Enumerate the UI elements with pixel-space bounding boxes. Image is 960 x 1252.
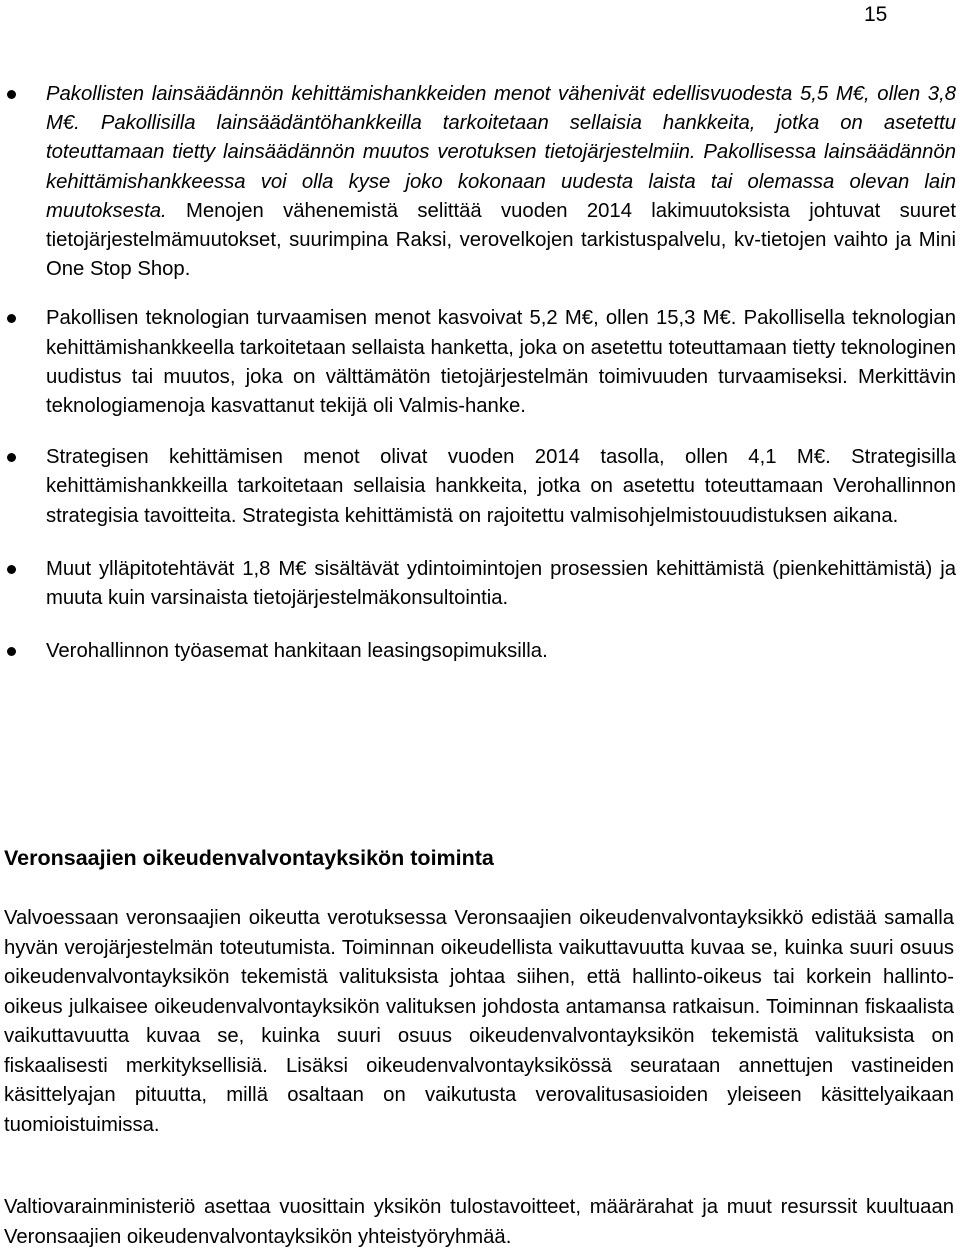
section-heading: Veronsaajien oikeudenvalvontayksikön toiminta <box>4 846 494 870</box>
bullet-item-maintenance <box>0 555 956 613</box>
bullet-text: Pakollisen teknologian turvaamisen menot kasvoivat 5,2 M€, ollen 15,3 M€. Pakollisella teknologian kehittämishankkeella tarkoitetaan sellaista hanketta, joka on asetettu toteuttamaan tietty teknologinen uudistus tai muutos, joka on välttämätön tietojärjestelmän toimivuuden turvaamiseksi. Merkittävin teknologiamenoja kasvattanut tekijä oli Valmis-hanke. <box>46 307 956 418</box>
bullet-item-technology <box>0 304 956 421</box>
bullet-dot-icon <box>7 453 16 462</box>
section-paragraph-1: Valvoessaan veronsaajien oikeutta verotuksessa Veronsaajien oikeudenvalvontayksikkö edistää samalla hyvän verojärjestelmän toteutumista. Toiminnan oikeudellista vaikuttavuutta kuvaa se, kuinka suuri osuus oikeudenvalvontayksikön tekemistä valituksista johtaa siihen, että hallinto-oikeus tai korkein hallinto-oikeus julkaisee oikeudenvalvontayksikön valituksen johdosta antamansa ratkaisun. Toiminnan fiskaalista vaikuttavuutta kuvaa se, kuinka suuri osuus oikeudenvalvontayksikön tekemistä valituksista on fiskaalisesti merkityksellisiä. Lisäksi oikeudenvalvontayksikössä seurataan annettujen vastineiden käsittelyajan pituutta, millä osaltaan on vaikutusta verovalitusasioiden yleiseen käsittelyaikaan tuomioistuimissa. <box>4 907 954 1136</box>
bullet-item-workstations <box>0 637 956 666</box>
bullet-dot-icon <box>7 314 16 323</box>
bullet-normal-text: Menojen vähenemistä selittää vuoden 2014 lakimuutoksista johtuvat suuret tietojärjestelmämuutokset, suurimpina Raksi, verovelkojen tarkistuspalvelu, kv-tietojen vaihto ja Mini One Stop Shop. <box>46 199 956 281</box>
bullet-text: Muut ylläpitotehtävät 1,8 M€ sisältävät ydintoimintojen prosessien kehittämistä (pienkehittämistä) ja muuta kuin varsinaista tietojärjestelmäkonsultointia. <box>46 557 956 610</box>
bullet-text: Strategisen kehittämisen menot olivat vuoden 2014 tasolla, ollen 4,1 M€. Strategisilla kehittämishankkeilla tarkoitetaan sellaisia hankkeita, jotka on asetettu toteuttamaan Verohallinnon strategisia tavoitteita. Strategista kehittämistä on rajoitettu valmisohjelmistouudistuksen aikana. <box>46 446 956 527</box>
bullet-text <box>46 80 956 284</box>
section-paragraph-2: Valtiovarainministeriö asettaa vuosittain yksikön tulostavoitteet, määrärahat ja muut resurssit kuultuaan Veronsaajien oikeudenvalvontayksikön yhteistyöryhmää. <box>4 1196 954 1248</box>
bullet-dot-icon <box>7 565 16 574</box>
bullet-list <box>0 80 960 684</box>
page-number: 15 <box>864 3 888 26</box>
bullet-dot-icon <box>7 90 16 99</box>
bullet-item-legislation <box>0 80 956 284</box>
bullet-text: Verohallinnon työasemat hankitaan leasingsopimuksilla. <box>46 640 548 663</box>
bullet-dot-icon <box>7 647 16 656</box>
bullet-italic-text: Pakollisten lainsäädännön kehittämishankkeiden menot vähenivät edellisvuodesta 5,5 M€, ollen 3,8 M€. Pakollisilla lainsäädäntöhankkeilla tarkoitetaan sellaisia hankkeita, jotka on asetettu toteuttamaan tietty lainsäädännön muutos verotuksen tietojärjestelmiin. Pakollisessa lainsäädännön kehittämishankkeessa voi olla kyse joko kokonaan uudesta laista tai olemassa olevan lain muutoksesta. <box>46 83 956 222</box>
bullet-item-strategy <box>0 443 956 531</box>
